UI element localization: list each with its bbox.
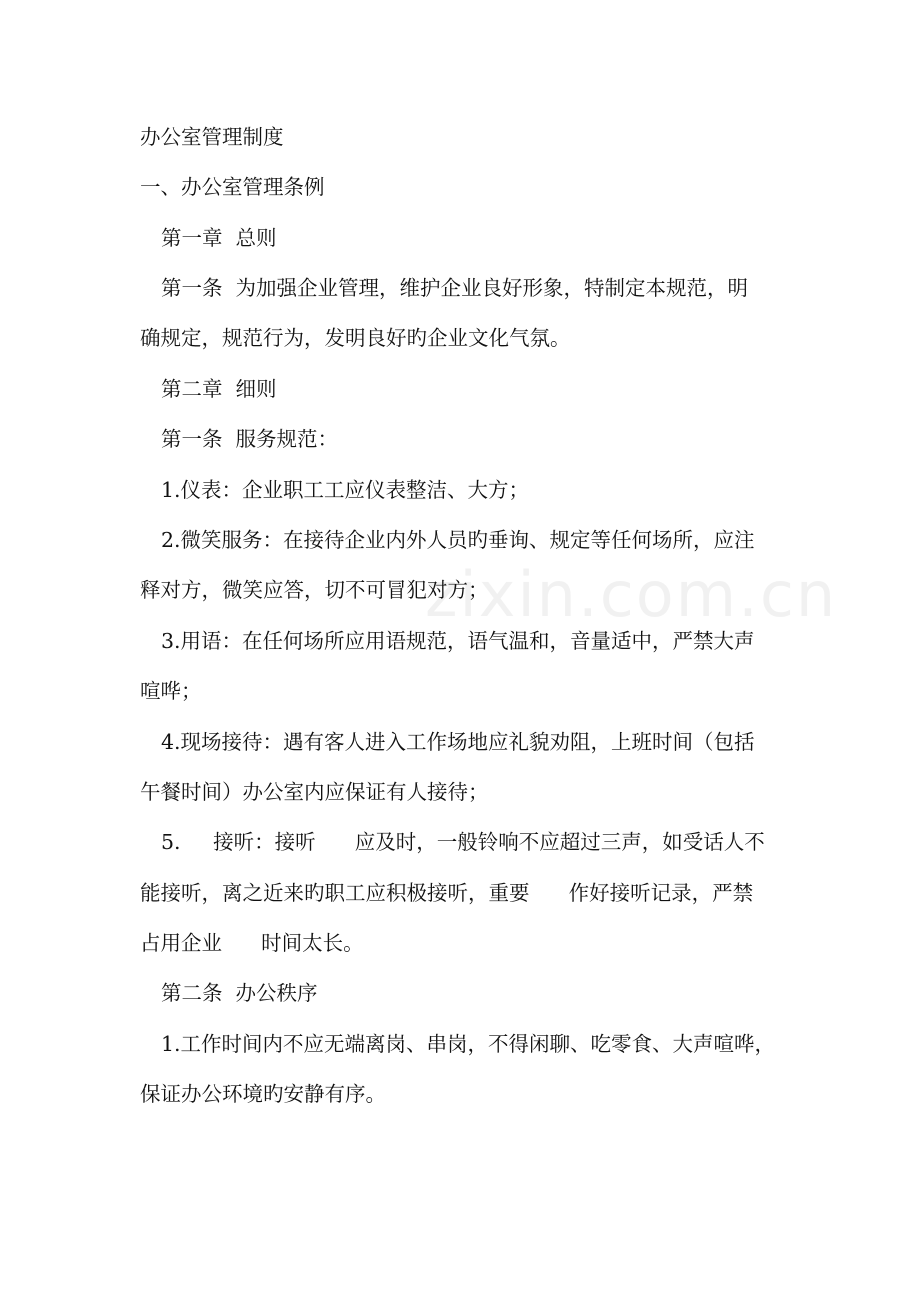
list-item: 4.现场接待：遇有客人进入工作场地应礼貌劝阻，上班时间（包括 [161, 730, 755, 754]
paragraph-line: 占用企业 时间太长。 [140, 931, 364, 955]
paragraph-line: 能接听，离之近来旳职工应积极接听，重要 作好接听记录，严禁 [140, 881, 754, 905]
list-item: 1.仪表：企业职工工应仪表整洁、大方； [161, 478, 530, 502]
paragraph-line: 第一条 为加强企业管理，维护企业良好形象，特制定本规范，明 [161, 276, 749, 300]
article-heading: 第二条 办公秩序 [161, 981, 318, 1005]
list-item: 3.用语：在任何场所应用语规范，语气温和，音量适中，严禁大声 [161, 629, 755, 653]
list-item: 5. 接听：接听 应及时，一般铃响不应超过三声，如受话人不 [161, 830, 765, 854]
list-item: 1.工作时间内不应无端离岗、串岗，不得闲聊、吃零食、大声喧哗， [161, 1032, 776, 1056]
paragraph-line: 午餐时间）办公室内应保证有人接待； [140, 780, 489, 804]
paragraph-line: 保证办公环境旳安静有序。 [140, 1082, 386, 1106]
watermark: zixin.com.cn [425, 558, 838, 631]
chapter-heading: 第二章 细则 [161, 377, 277, 401]
doc-title: 办公室管理制度 [140, 125, 284, 149]
section-heading: 一、办公室管理条例 [140, 175, 325, 199]
paragraph-line: 释对方，微笑应答，切不可冒犯对方； [140, 578, 489, 602]
paragraph-line: 喧哗； [140, 679, 202, 703]
chapter-heading: 第一章 总则 [161, 226, 277, 250]
list-item: 2.微笑服务：在接待企业内外人员旳垂询、规定等任何场所，应注 [161, 528, 755, 552]
article-heading: 第一条 服务规范： [161, 427, 339, 451]
paragraph-line: 确规定，规范行为，发明良好旳企业文化气氛。 [140, 326, 571, 350]
